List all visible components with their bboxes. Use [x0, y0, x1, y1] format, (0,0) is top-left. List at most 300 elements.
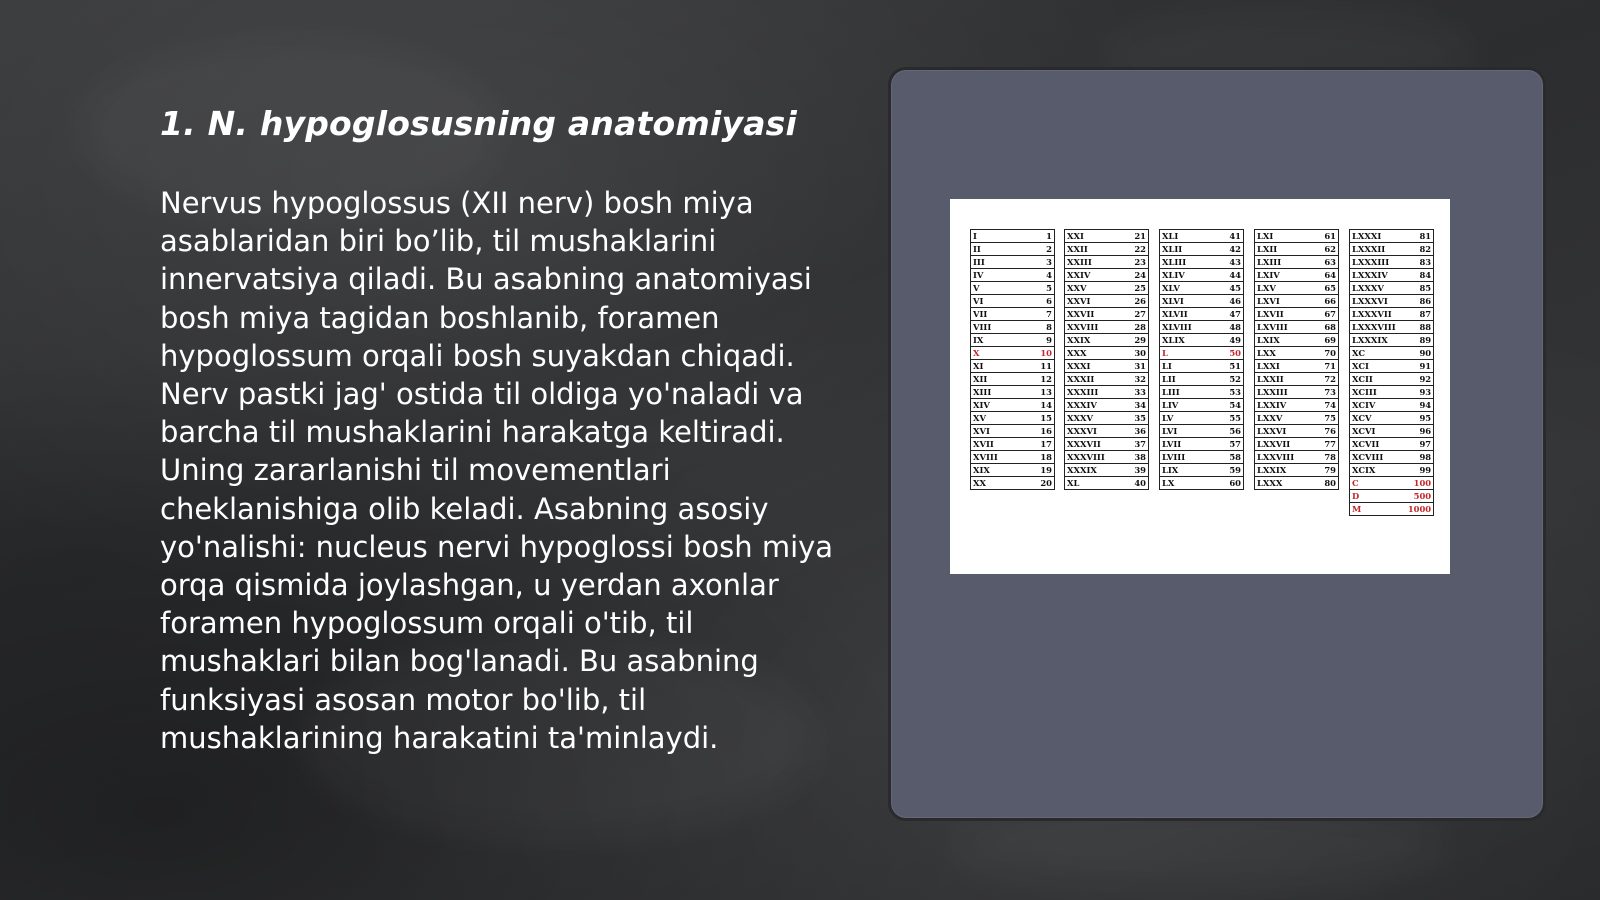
arabic-number-cell: 77	[1303, 438, 1339, 451]
arabic-number-cell: 8	[1019, 321, 1055, 334]
arabic-number-cell: 73	[1303, 386, 1339, 399]
arabic-number-cell: 86	[1398, 295, 1434, 308]
arabic-number-cell: 67	[1303, 308, 1339, 321]
arabic-number-cell: 87	[1398, 308, 1434, 321]
roman-numeral-cell: LXVI	[1255, 295, 1303, 308]
roman-numeral-cell: XVII	[971, 438, 1019, 451]
table-row	[1160, 451, 1244, 464]
roman-numeral-cell: XXVI	[1065, 295, 1113, 308]
table-row	[1065, 230, 1149, 243]
roman-numeral-cell: VIII	[971, 321, 1019, 334]
table-row	[971, 282, 1055, 295]
table-row	[1350, 425, 1434, 438]
roman-numeral-cell: LXXXIV	[1350, 269, 1398, 282]
table-row	[971, 451, 1055, 464]
roman-numeral-cell: XLV	[1160, 282, 1208, 295]
table-row	[1350, 464, 1434, 477]
roman-numeral-cell: XL	[1065, 477, 1113, 490]
arabic-number-cell: 69	[1303, 334, 1339, 347]
arabic-number-cell: 34	[1113, 399, 1149, 412]
arabic-number-cell: 41	[1208, 230, 1244, 243]
table-row	[971, 399, 1055, 412]
table-row	[1255, 256, 1339, 269]
arabic-number-cell: 53	[1208, 386, 1244, 399]
table-row	[1065, 373, 1149, 386]
table-row	[1160, 399, 1244, 412]
table-row	[1160, 477, 1244, 490]
arabic-number-cell: 32	[1113, 373, 1149, 386]
roman-numeral-cell: LXVIII	[1255, 321, 1303, 334]
roman-numeral-cell: LXIII	[1255, 256, 1303, 269]
table-row	[1160, 386, 1244, 399]
arabic-number-cell: 70	[1303, 347, 1339, 360]
roman-numeral-cell: LVI	[1160, 425, 1208, 438]
roman-numeral-cell: LXXXVI	[1350, 295, 1398, 308]
arabic-number-cell: 99	[1398, 464, 1434, 477]
arabic-number-cell: 43	[1208, 256, 1244, 269]
slide-title: 1. N. hypoglosusning anatomiyasi	[160, 104, 798, 143]
arabic-number-cell: 19	[1019, 464, 1055, 477]
roman-numeral-cell: LVII	[1160, 438, 1208, 451]
table-row	[1350, 360, 1434, 373]
table-row	[1065, 321, 1149, 334]
roman-numeral-cell: LXXVI	[1255, 425, 1303, 438]
roman-numeral-cell: LXXIX	[1255, 464, 1303, 477]
roman-numeral-cell: XCV	[1350, 412, 1398, 425]
arabic-number-cell: 50	[1208, 347, 1244, 360]
arabic-number-cell: 94	[1398, 399, 1434, 412]
table-row	[1160, 438, 1244, 451]
table-row	[1350, 477, 1434, 490]
arabic-number-cell: 55	[1208, 412, 1244, 425]
table-row	[1350, 347, 1434, 360]
table-row	[1350, 412, 1434, 425]
table-row	[971, 386, 1055, 399]
roman-numeral-column-1	[970, 229, 1055, 490]
table-row	[1255, 230, 1339, 243]
table-row	[1065, 425, 1149, 438]
roman-numeral-cell: LXV	[1255, 282, 1303, 295]
arabic-number-cell: 79	[1303, 464, 1339, 477]
roman-numeral-cell: LVIII	[1160, 451, 1208, 464]
roman-numeral-cell: LXI	[1255, 230, 1303, 243]
table-row	[1065, 269, 1149, 282]
roman-numeral-cell: XI	[971, 360, 1019, 373]
roman-numeral-cell: XXXI	[1065, 360, 1113, 373]
table-row	[1255, 282, 1339, 295]
roman-numeral-cell: M	[1350, 503, 1398, 516]
arabic-number-cell: 89	[1398, 334, 1434, 347]
arabic-number-cell: 11	[1019, 360, 1055, 373]
roman-numeral-cell: LXXVIII	[1255, 451, 1303, 464]
arabic-number-cell: 66	[1303, 295, 1339, 308]
roman-numeral-cell: X	[971, 347, 1019, 360]
roman-numeral-cell: XII	[971, 373, 1019, 386]
arabic-number-cell: 62	[1303, 243, 1339, 256]
arabic-number-cell: 26	[1113, 295, 1149, 308]
roman-numeral-cell: LIX	[1160, 464, 1208, 477]
table-row	[1350, 373, 1434, 386]
roman-numeral-cell: XXXVIII	[1065, 451, 1113, 464]
slide-paragraph: Nervus hypoglossus (XII nerv) bosh miya asablaridan biri bo’lib, til mushaklarini innervatsiya qiladi. Bu asabning anatomiyasi bosh miya tagidan boshlanib, foramen hypoglossum orqali bosh suyakdan chiqadi. Nerv pastki jag' ostida til oldiga yo'naladi va barcha til mushaklarini harakatga keltiradi. Uning zararlanishi til movementlari cheklanishiga olib keladi. Asabning asosiy yo'nalishi: nucleus nervi hypoglossi bosh miya orqa qismida joylashgan, u yerdan axonlar foramen hypoglossum orqali o'tib, til mushaklari bilan bog'lanadi. Bu asabning funksiyasi asosan motor bo'lib, til mushaklarining harakatini ta'minlaydi.	[160, 186, 834, 755]
arabic-number-cell: 23	[1113, 256, 1149, 269]
roman-numeral-cell: XXVII	[1065, 308, 1113, 321]
table-row	[1350, 308, 1434, 321]
roman-numeral-cell: XC	[1350, 347, 1398, 360]
arabic-number-cell: 12	[1019, 373, 1055, 386]
table-row	[1065, 256, 1149, 269]
arabic-number-cell: 29	[1113, 334, 1149, 347]
table-row	[1255, 321, 1339, 334]
table-row	[1255, 269, 1339, 282]
arabic-number-cell: 98	[1398, 451, 1434, 464]
arabic-number-cell: 7	[1019, 308, 1055, 321]
arabic-number-cell: 84	[1398, 269, 1434, 282]
arabic-number-cell: 22	[1113, 243, 1149, 256]
arabic-number-cell: 52	[1208, 373, 1244, 386]
arabic-number-cell: 17	[1019, 438, 1055, 451]
roman-numeral-cell: LXII	[1255, 243, 1303, 256]
roman-numeral-cell: LXXXIX	[1350, 334, 1398, 347]
table-row	[1160, 373, 1244, 386]
table-row	[1160, 334, 1244, 347]
table-row	[1350, 386, 1434, 399]
roman-numeral-cell: XIV	[971, 399, 1019, 412]
table-row	[1160, 412, 1244, 425]
arabic-number-cell: 27	[1113, 308, 1149, 321]
roman-numeral-cell: LXXI	[1255, 360, 1303, 373]
arabic-number-cell: 54	[1208, 399, 1244, 412]
arabic-number-cell: 500	[1398, 490, 1434, 503]
arabic-number-cell: 3	[1019, 256, 1055, 269]
arabic-number-cell: 49	[1208, 334, 1244, 347]
table-row	[971, 412, 1055, 425]
roman-numeral-cell: LXX	[1255, 347, 1303, 360]
arabic-number-cell: 81	[1398, 230, 1434, 243]
arabic-number-cell: 59	[1208, 464, 1244, 477]
arabic-number-cell: 56	[1208, 425, 1244, 438]
roman-numeral-cell: LIV	[1160, 399, 1208, 412]
roman-numeral-cell: LXXV	[1255, 412, 1303, 425]
table-row	[1160, 269, 1244, 282]
roman-numeral-cell: XXXIV	[1065, 399, 1113, 412]
arabic-number-cell: 75	[1303, 412, 1339, 425]
table-row	[971, 477, 1055, 490]
roman-numeral-cell: XCIX	[1350, 464, 1398, 477]
table-row	[1350, 321, 1434, 334]
roman-numeral-cell: XLIII	[1160, 256, 1208, 269]
roman-numeral-cell: XXI	[1065, 230, 1113, 243]
table-row	[971, 295, 1055, 308]
arabic-number-cell: 65	[1303, 282, 1339, 295]
roman-numeral-cell: VII	[971, 308, 1019, 321]
roman-numeral-cell: XIII	[971, 386, 1019, 399]
arabic-number-cell: 47	[1208, 308, 1244, 321]
roman-numeral-cell: LXXXVII	[1350, 308, 1398, 321]
roman-numeral-cell: XXIII	[1065, 256, 1113, 269]
arabic-number-cell: 76	[1303, 425, 1339, 438]
table-row	[1350, 451, 1434, 464]
arabic-number-cell: 30	[1113, 347, 1149, 360]
arabic-number-cell: 14	[1019, 399, 1055, 412]
roman-numeral-cell: XLVI	[1160, 295, 1208, 308]
arabic-number-cell: 51	[1208, 360, 1244, 373]
roman-numeral-cell: LXIV	[1255, 269, 1303, 282]
table-row	[971, 373, 1055, 386]
table-row	[1160, 321, 1244, 334]
table-row	[1065, 334, 1149, 347]
arabic-number-cell: 42	[1208, 243, 1244, 256]
table-row	[1350, 230, 1434, 243]
roman-numeral-cell: XCII	[1350, 373, 1398, 386]
table-row	[971, 334, 1055, 347]
roman-numeral-cell: LII	[1160, 373, 1208, 386]
roman-numeral-cell: XVIII	[971, 451, 1019, 464]
arabic-number-cell: 91	[1398, 360, 1434, 373]
table-row	[1065, 451, 1149, 464]
table-row	[1255, 308, 1339, 321]
arabic-number-cell: 35	[1113, 412, 1149, 425]
roman-numeral-column-3	[1159, 229, 1244, 490]
table-row	[1350, 256, 1434, 269]
roman-numeral-cell: XLI	[1160, 230, 1208, 243]
arabic-number-cell: 20	[1019, 477, 1055, 490]
arabic-number-cell: 2	[1019, 243, 1055, 256]
roman-numeral-cell: XLIX	[1160, 334, 1208, 347]
table-row	[1255, 386, 1339, 399]
arabic-number-cell: 93	[1398, 386, 1434, 399]
roman-numeral-cell: XXX	[1065, 347, 1113, 360]
table-row	[971, 360, 1055, 373]
roman-numeral-cell: XXIX	[1065, 334, 1113, 347]
roman-numeral-cell: XLIV	[1160, 269, 1208, 282]
roman-numeral-cell: IV	[971, 269, 1019, 282]
roman-numeral-cell: XVI	[971, 425, 1019, 438]
arabic-number-cell: 85	[1398, 282, 1434, 295]
roman-numeral-cell: LXXXII	[1350, 243, 1398, 256]
roman-numeral-cell: LXVII	[1255, 308, 1303, 321]
table-row	[1350, 438, 1434, 451]
table-row	[1350, 490, 1434, 503]
arabic-number-cell: 38	[1113, 451, 1149, 464]
table-row	[1160, 360, 1244, 373]
arabic-number-cell: 88	[1398, 321, 1434, 334]
roman-numeral-cell: XCI	[1350, 360, 1398, 373]
roman-numeral-column-4	[1254, 229, 1339, 490]
roman-numeral-cell: XXXV	[1065, 412, 1113, 425]
roman-numeral-cell: XV	[971, 412, 1019, 425]
arabic-number-cell: 90	[1398, 347, 1434, 360]
arabic-number-cell: 6	[1019, 295, 1055, 308]
roman-numeral-cell: XIX	[971, 464, 1019, 477]
roman-numeral-cell: VI	[971, 295, 1019, 308]
roman-numeral-cell: V	[971, 282, 1019, 295]
table-row	[1065, 360, 1149, 373]
table-row	[1065, 295, 1149, 308]
table-row	[1350, 334, 1434, 347]
arabic-number-cell: 10	[1019, 347, 1055, 360]
arabic-number-cell: 48	[1208, 321, 1244, 334]
table-row	[1350, 243, 1434, 256]
table-row	[1255, 373, 1339, 386]
roman-numeral-cell: LXXIV	[1255, 399, 1303, 412]
arabic-number-cell: 78	[1303, 451, 1339, 464]
table-row	[1065, 347, 1149, 360]
table-row	[1255, 464, 1339, 477]
roman-numeral-cell: L	[1160, 347, 1208, 360]
table-row	[1160, 347, 1244, 360]
arabic-number-cell: 58	[1208, 451, 1244, 464]
table-row	[1255, 425, 1339, 438]
arabic-number-cell: 72	[1303, 373, 1339, 386]
arabic-number-cell: 95	[1398, 412, 1434, 425]
roman-numeral-cell: LXXXI	[1350, 230, 1398, 243]
table-row	[971, 321, 1055, 334]
roman-numeral-cell: II	[971, 243, 1019, 256]
roman-numeral-cell: XXII	[1065, 243, 1113, 256]
table-row	[971, 269, 1055, 282]
table-row	[1160, 256, 1244, 269]
table-row	[1255, 412, 1339, 425]
roman-numeral-cell: LXXX	[1255, 477, 1303, 490]
arabic-number-cell: 33	[1113, 386, 1149, 399]
roman-numeral-cell: XCVII	[1350, 438, 1398, 451]
table-row	[1350, 269, 1434, 282]
arabic-number-cell: 57	[1208, 438, 1244, 451]
table-row	[971, 464, 1055, 477]
arabic-number-cell: 80	[1303, 477, 1339, 490]
table-row	[971, 425, 1055, 438]
table-row	[1065, 412, 1149, 425]
table-row	[1065, 282, 1149, 295]
roman-numeral-cell: XX	[971, 477, 1019, 490]
roman-numeral-cell: LXXXIII	[1350, 256, 1398, 269]
table-row	[1065, 438, 1149, 451]
roman-numeral-cell: LX	[1160, 477, 1208, 490]
arabic-number-cell: 39	[1113, 464, 1149, 477]
table-row	[1065, 243, 1149, 256]
arabic-number-cell: 21	[1113, 230, 1149, 243]
table-row	[1255, 243, 1339, 256]
arabic-number-cell: 13	[1019, 386, 1055, 399]
roman-numeral-cell: XXXIII	[1065, 386, 1113, 399]
roman-numeral-table-image	[950, 199, 1450, 574]
roman-numeral-cell: LXXXVIII	[1350, 321, 1398, 334]
table-row	[1350, 295, 1434, 308]
table-row	[1065, 399, 1149, 412]
roman-numeral-cell: XXXIX	[1065, 464, 1113, 477]
roman-numeral-cell: C	[1350, 477, 1398, 490]
arabic-number-cell: 68	[1303, 321, 1339, 334]
roman-numeral-column-2	[1064, 229, 1149, 490]
arabic-number-cell: 36	[1113, 425, 1149, 438]
arabic-number-cell: 28	[1113, 321, 1149, 334]
arabic-number-cell: 9	[1019, 334, 1055, 347]
arabic-number-cell: 63	[1303, 256, 1339, 269]
arabic-number-cell: 5	[1019, 282, 1055, 295]
roman-numeral-cell: XXXVI	[1065, 425, 1113, 438]
roman-numeral-cell: LXIX	[1255, 334, 1303, 347]
roman-numeral-cell: LXXVII	[1255, 438, 1303, 451]
arabic-number-cell: 96	[1398, 425, 1434, 438]
roman-numeral-cell: LI	[1160, 360, 1208, 373]
arabic-number-cell: 15	[1019, 412, 1055, 425]
roman-numeral-cell: XXXVII	[1065, 438, 1113, 451]
arabic-number-cell: 40	[1113, 477, 1149, 490]
arabic-number-cell: 60	[1208, 477, 1244, 490]
arabic-number-cell: 64	[1303, 269, 1339, 282]
arabic-number-cell: 24	[1113, 269, 1149, 282]
table-row	[971, 243, 1055, 256]
roman-numeral-cell: XXVIII	[1065, 321, 1113, 334]
arabic-number-cell: 97	[1398, 438, 1434, 451]
arabic-number-cell: 61	[1303, 230, 1339, 243]
arabic-number-cell: 1000	[1398, 503, 1434, 516]
table-row	[1160, 243, 1244, 256]
table-row	[1255, 451, 1339, 464]
table-row	[971, 347, 1055, 360]
table-row	[1160, 308, 1244, 321]
roman-numeral-cell: I	[971, 230, 1019, 243]
table-row	[1065, 477, 1149, 490]
arabic-number-cell: 18	[1019, 451, 1055, 464]
arabic-number-cell: 4	[1019, 269, 1055, 282]
roman-numeral-cell: LXXII	[1255, 373, 1303, 386]
arabic-number-cell: 83	[1398, 256, 1434, 269]
arabic-number-cell: 82	[1398, 243, 1434, 256]
arabic-number-cell: 46	[1208, 295, 1244, 308]
arabic-number-cell: 92	[1398, 373, 1434, 386]
roman-numeral-cell: XXIV	[1065, 269, 1113, 282]
roman-numeral-cell: XCIV	[1350, 399, 1398, 412]
table-row	[1350, 282, 1434, 295]
roman-numeral-cell: XXV	[1065, 282, 1113, 295]
arabic-number-cell: 45	[1208, 282, 1244, 295]
arabic-number-cell: 44	[1208, 269, 1244, 282]
roman-numeral-cell: III	[971, 256, 1019, 269]
roman-numeral-cell: LIII	[1160, 386, 1208, 399]
arabic-number-cell: 74	[1303, 399, 1339, 412]
table-row	[1255, 438, 1339, 451]
table-row	[1255, 334, 1339, 347]
roman-numeral-cell: XXXII	[1065, 373, 1113, 386]
table-row	[1160, 464, 1244, 477]
arabic-number-cell: 16	[1019, 425, 1055, 438]
roman-numeral-cell: LXXXV	[1350, 282, 1398, 295]
arabic-number-cell: 1	[1019, 230, 1055, 243]
table-row	[1350, 399, 1434, 412]
arabic-number-cell: 100	[1398, 477, 1434, 490]
roman-numeral-cell: IX	[971, 334, 1019, 347]
roman-numeral-cell: XCVI	[1350, 425, 1398, 438]
roman-numeral-cell: XLVIII	[1160, 321, 1208, 334]
table-row	[971, 256, 1055, 269]
roman-numeral-cell: XLVII	[1160, 308, 1208, 321]
table-row	[1255, 347, 1339, 360]
table-row	[971, 230, 1055, 243]
table-row	[1350, 503, 1434, 516]
roman-numeral-cell: LXXIII	[1255, 386, 1303, 399]
roman-numeral-cell: D	[1350, 490, 1398, 503]
table-row	[1065, 308, 1149, 321]
table-row	[1255, 360, 1339, 373]
roman-numeral-cell: XLII	[1160, 243, 1208, 256]
table-row	[971, 308, 1055, 321]
table-row	[1160, 282, 1244, 295]
table-row	[971, 438, 1055, 451]
table-row	[1065, 464, 1149, 477]
arabic-number-cell: 25	[1113, 282, 1149, 295]
